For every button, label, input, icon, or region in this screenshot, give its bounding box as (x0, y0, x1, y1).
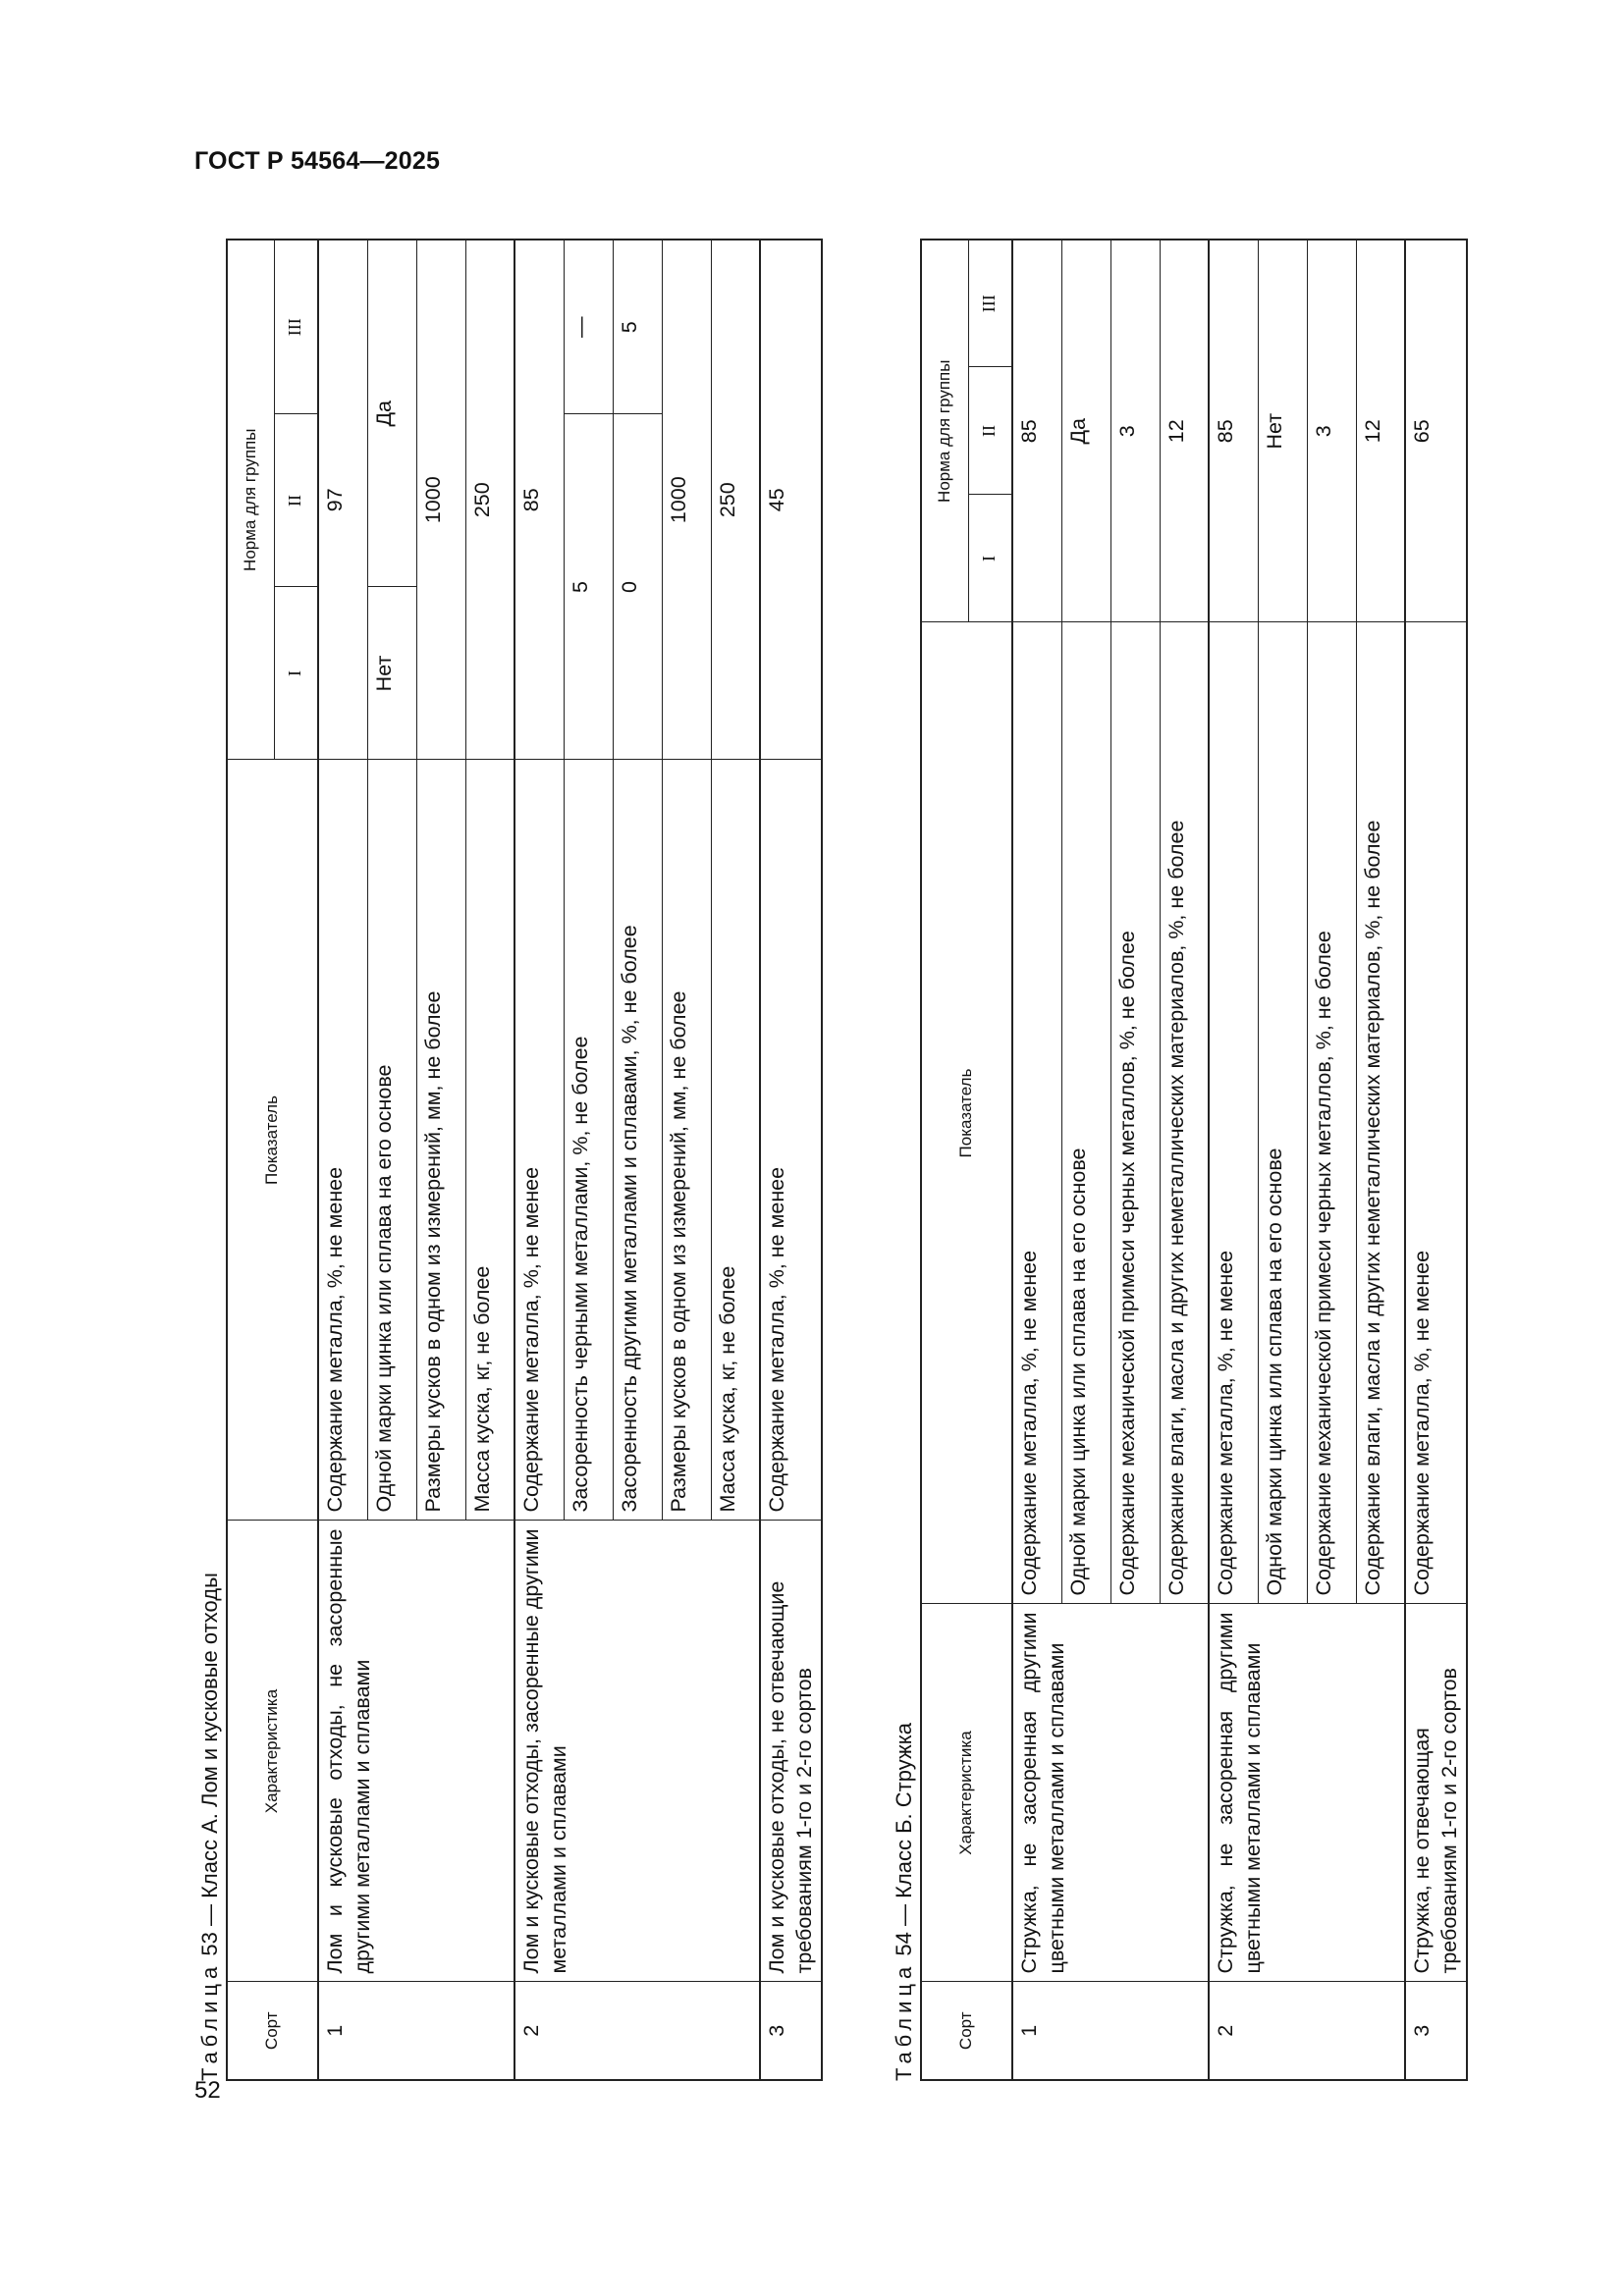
norm-value: 3 (1110, 240, 1160, 622)
norm-value: Да (1061, 240, 1110, 622)
header-group-2: II (274, 414, 318, 587)
header-sort: Сорт (921, 1982, 1012, 2080)
table-row (514, 240, 564, 2080)
indicator-cell: Содержание металла, %, не менее (760, 760, 822, 1521)
table-54-caption-title: — Класс Б. Стружка (892, 1722, 916, 1926)
header-norm: Норма для группы (921, 240, 968, 622)
header-group-3: III (274, 240, 318, 414)
norm-value: 45 (760, 240, 822, 760)
characteristic-cell: Стружка, не засоренная другими цветными металлами и сплавами (1012, 1604, 1209, 1982)
norm-value: 0 (613, 414, 662, 760)
indicator-cell: Масса куска, кг, не более (711, 760, 760, 1521)
table-54 (920, 239, 1468, 2081)
table-53-caption-title: — Класс А. Лом и кусковые отходы (197, 1573, 222, 1926)
document-header: ГОСТ Р 54564—2025 (194, 147, 441, 175)
indicator-cell: Содержание влаги, масла и других неметаллических материалов, %, не более (1160, 622, 1209, 1604)
sort-number: 2 (1209, 1982, 1405, 2080)
table-row (1209, 240, 1258, 2080)
characteristic-cell: Лом и кусковые отходы, не засоренные другими металлами и сплавами (318, 1521, 514, 1982)
table-53 (226, 239, 823, 2081)
indicator-cell: Размеры кусков в одном из измерений, мм, не более (662, 760, 711, 1521)
sort-number: 3 (1405, 1982, 1467, 2080)
norm-value: Нет (367, 587, 416, 760)
characteristic-cell: Стружка, не засоренная другими цветными металлами и сплавами (1209, 1604, 1405, 1982)
indicator-cell: Размеры кусков в одном из измерений, мм, не более (416, 760, 465, 1521)
table-54-caption (889, 236, 920, 2081)
norm-value: 97 (318, 240, 367, 760)
header-sort: Сорт (227, 1982, 318, 2080)
header-indicator: Показатель (227, 760, 318, 1521)
header-characteristic: Характеристика (921, 1604, 1012, 1982)
sort-number: 1 (1012, 1982, 1209, 2080)
sort-number: 2 (514, 1982, 760, 2080)
header-group-1: I (968, 495, 1012, 622)
norm-value: Нет (1258, 240, 1307, 622)
norm-value: 85 (1012, 240, 1061, 622)
table-53-block (194, 236, 823, 2081)
norm-value: 5 (613, 240, 662, 414)
norm-value: 1000 (662, 240, 711, 760)
table-row (1012, 240, 1061, 2080)
indicator-cell: Содержание металла, %, не менее (1012, 622, 1061, 1604)
indicator-cell: Содержание металла, %, не менее (1405, 622, 1467, 1604)
indicator-cell: Содержание механической примеси черных металлов, %, не более (1307, 622, 1356, 1604)
norm-value: 250 (711, 240, 760, 760)
norm-value: 85 (1209, 240, 1258, 622)
characteristic-cell: Лом и кусковые отходы, засоренные другими металлами и сплавами (514, 1521, 760, 1982)
characteristic-cell: Лом и кусковые отходы, не отвечающие требованиям 1-го и 2-го сортов (760, 1521, 822, 1982)
sort-number: 3 (760, 1982, 822, 2080)
sort-number: 1 (318, 1982, 514, 2080)
norm-value: 5 (564, 414, 613, 760)
table-54-block (889, 236, 1468, 2081)
norm-value: Да (367, 240, 416, 587)
norm-value: 250 (465, 240, 514, 760)
norm-value: 12 (1356, 240, 1405, 622)
indicator-cell: Содержание влаги, масла и других неметаллических материалов, %, не более (1356, 622, 1405, 1604)
indicator-cell: Одной марки цинка или сплава на его основе (1061, 622, 1110, 1604)
indicator-cell: Масса куска, кг, не более (465, 760, 514, 1521)
indicator-cell: Одной марки цинка или сплава на его основе (1258, 622, 1307, 1604)
indicator-cell: Засоренность другими металлами и сплавами, %, не более (613, 760, 662, 1521)
header-characteristic: Характеристика (227, 1521, 318, 1982)
indicator-cell: Содержание механической примеси черных металлов, %, не более (1110, 622, 1160, 1604)
table-53-caption (194, 236, 226, 2081)
norm-value: 12 (1160, 240, 1209, 622)
table-row (760, 240, 822, 2080)
header-group-2: II (968, 367, 1012, 495)
table-row (318, 240, 367, 2080)
table-row (1405, 240, 1467, 2080)
table-53-caption-label: Таблица (197, 1961, 222, 2081)
header-group-3: III (968, 240, 1012, 367)
indicator-cell: Засоренность черными металлами, %, не более (564, 760, 613, 1521)
norm-value: 65 (1405, 240, 1467, 622)
header-indicator: Показатель (921, 622, 1012, 1604)
norm-value: 3 (1307, 240, 1356, 622)
header-group-1: I (274, 587, 318, 760)
indicator-cell: Содержание металла, %, не менее (514, 760, 564, 1521)
characteristic-cell: Стружка, не отвечающая требованиям 1-го и 2-го сортов (1405, 1604, 1467, 1982)
norm-value: 1000 (416, 240, 465, 760)
page-number: 52 (194, 2077, 221, 2104)
table-54-caption-label: Таблица (892, 1961, 916, 2081)
indicator-cell: Одной марки цинка или сплава на его основе (367, 760, 416, 1521)
header-norm: Норма для группы (227, 240, 274, 760)
norm-value: — (564, 240, 613, 414)
table-53-caption-number: 53 (197, 1932, 222, 1956)
indicator-cell: Содержание металла, %, не менее (1209, 622, 1258, 1604)
indicator-cell: Содержание металла, %, не менее (318, 760, 367, 1521)
norm-value: 85 (514, 240, 564, 760)
table-54-caption-number: 54 (892, 1932, 916, 1956)
